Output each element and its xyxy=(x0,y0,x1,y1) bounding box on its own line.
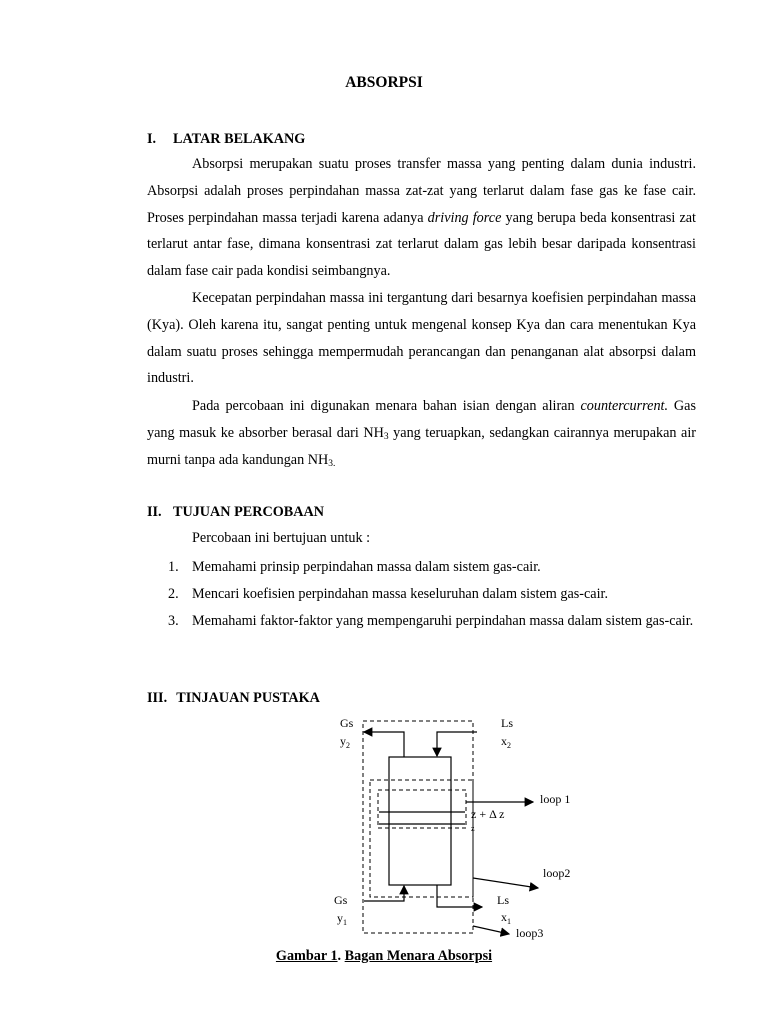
caption-text: Bagan Menara Absorpsi xyxy=(344,948,493,964)
list-text: Mencari koefisien perpindahan massa keseluruhan dalam sistem gas-cair. xyxy=(192,586,609,602)
caption-label: Gambar 1 xyxy=(275,948,338,964)
paragraph-text: yang teruapkan, sedangkan cairannya merupakan air murni tanpa ada kandungan NH xyxy=(147,424,696,468)
italic-term: countercurrent. xyxy=(580,398,669,414)
paragraph-text: Pada percobaan ini digunakan menara bahan isian dengan aliran xyxy=(192,398,581,414)
list-text: Memahami prinsip perpindahan massa dalam sistem gas-cair. xyxy=(192,559,541,575)
label-z-delta: z + Δ z xyxy=(471,807,505,821)
liquid-outlet-arrow xyxy=(437,885,482,907)
list-item xyxy=(147,581,696,608)
label-x1: $x_1$ xyxy=(501,910,511,926)
figure-caption xyxy=(0,948,768,965)
section-number: II. xyxy=(147,504,162,520)
loop3-arrow xyxy=(473,926,509,934)
gas-outlet-arrow xyxy=(364,732,404,757)
label-y2: $y_2$ xyxy=(340,734,350,750)
label-gs-bottom: Gs xyxy=(334,893,348,907)
label-loop1: loop 1 xyxy=(540,792,571,806)
section-title: LATAR BELAKANG xyxy=(173,131,306,147)
tower-column xyxy=(389,757,451,885)
list-item xyxy=(147,554,696,581)
loop1-boundary xyxy=(378,790,466,828)
goals-intro: Percobaan ini bertujuan untuk : xyxy=(192,530,371,546)
section-number: III. xyxy=(147,690,168,706)
absorption-tower-diagram xyxy=(300,712,600,952)
section-title: TINJAUAN PUSTAKA xyxy=(176,690,320,706)
list-number: 3. xyxy=(168,613,179,629)
label-gs-top: Gs xyxy=(340,716,354,730)
section-heading-tinjauan-pustaka xyxy=(147,690,320,707)
section-number: I. xyxy=(147,131,157,147)
list-text: Memahami faktor-faktor yang mempengaruhi perpindahan massa dalam sistem gas-cair. xyxy=(192,613,694,629)
section-heading-latar-belakang xyxy=(147,131,305,148)
document-title: ABSORPSI xyxy=(345,74,423,91)
paragraph-text: Kecepatan perpindahan massa ini tergantung dari besarnya koefisien perpindahan massa (Kya). Oleh karena itu, sangat penting untuk mengenal konsep Kya dan cara menentukan Kya dalam suatu proses sehingga mempermudah perancangan dan penanganan alat absorpsi dalam industri. xyxy=(147,290,696,387)
liquid-inlet-arrow xyxy=(437,732,477,756)
caption-separator: . xyxy=(337,948,345,964)
loop2-boundary xyxy=(370,780,473,897)
subscript: 3 xyxy=(383,431,389,442)
paragraph-text: Gas yang masuk ke absorber berasal dari NH xyxy=(147,398,696,441)
label-ls-bottom: Ls xyxy=(497,893,509,907)
label-ls-top: Ls xyxy=(501,716,513,730)
list-number: 1. xyxy=(168,559,179,575)
subscript: 3. xyxy=(328,458,336,469)
label-y1: $y_1$ xyxy=(337,911,347,927)
label-loop3: loop3 xyxy=(516,926,544,940)
list-number: 2. xyxy=(168,586,179,602)
paragraph-percobaan xyxy=(147,393,696,473)
paragraph-kecepatan xyxy=(147,285,696,392)
goals-list xyxy=(147,554,696,635)
paragraph-absorpsi-intro xyxy=(147,151,696,285)
section-title: TUJUAN PERCOBAAN xyxy=(173,504,324,520)
label-z: z xyxy=(471,824,475,833)
paragraph-text: Absorpsi merupakan suatu proses transfer massa yang penting dalam dunia industri. Absorpsi adalah proses perpindahan massa zat-zat yang terlarut dalam fase gas ke fase cair. Proses perpindahan massa terjadi karena adanya xyxy=(147,156,696,226)
italic-term: driving force xyxy=(427,209,502,226)
loop2-arrow xyxy=(473,878,538,888)
label-x2: $x_2$ xyxy=(501,734,511,750)
label-loop2: loop2 xyxy=(543,866,571,880)
section-heading-tujuan-percobaan xyxy=(147,504,324,521)
paragraph-text: yang berupa beda konsentrasi zat terlarut antar fase, dimana konsentrasi zat terlarut dalam gas lebih besar daripada konsentrasi dalam fase cair pada kondisi seimbangnya. xyxy=(147,209,696,280)
list-item xyxy=(147,608,696,635)
